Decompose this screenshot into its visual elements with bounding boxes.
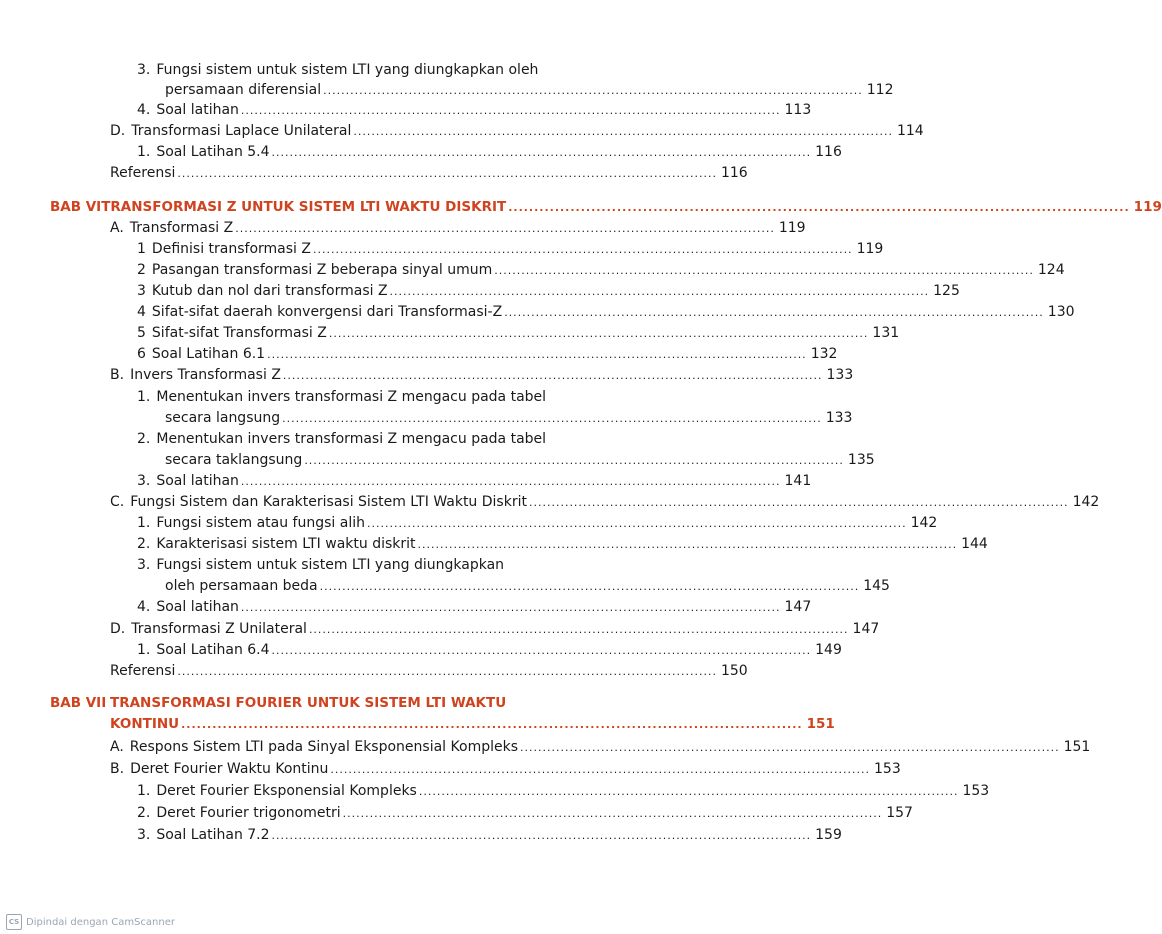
toc-line (165, 450, 875, 470)
toc-page-number: 131 (872, 325, 900, 341)
toc-page-number: 133 (826, 367, 854, 383)
dot-leader: ........................................................................................................................ (177, 665, 717, 678)
toc-number: 1. (137, 642, 151, 658)
toc-line (165, 408, 853, 428)
toc-number: A. (110, 220, 124, 236)
chapter-title: TRANSFORMASI Z UNTUK SISTEM LTI WAKTU DISKRIT (101, 199, 507, 215)
toc-number: 3 (137, 283, 146, 299)
dot-leader: ........................................................................................................................ (342, 807, 883, 820)
dot-leader: ........................................................................................................................ (177, 167, 717, 180)
toc-page-number: 157 (886, 805, 913, 821)
toc-page-number: 132 (810, 346, 838, 362)
toc-text: secara langsung (165, 410, 281, 426)
toc-page-number: 112 (866, 82, 894, 98)
chapter-title: KONTINU (110, 716, 180, 732)
toc-page-number: 119 (1133, 199, 1162, 215)
dot-leader: ........................................................................................................................ (267, 348, 807, 361)
toc-line (110, 121, 924, 141)
toc-line (137, 100, 812, 120)
toc-number: 2. (137, 536, 151, 552)
toc-number: 4. (137, 599, 151, 615)
toc-page-number: 130 (1047, 304, 1075, 320)
toc-text: Soal Latihan 5.4 (156, 144, 270, 160)
toc-text: Karakterisasi sistem LTI waktu diskrit (156, 536, 416, 552)
chapter-label: BAB VII (50, 695, 107, 711)
toc-number: 2 (137, 262, 146, 278)
toc-text: Deret Fourier Waktu Kontinu (130, 761, 329, 777)
toc-line (110, 492, 1100, 512)
dot-leader: ........................................................................................................................ (271, 644, 812, 657)
toc-line (165, 80, 894, 100)
dot-leader: ........................................................................................................................ (389, 285, 930, 298)
toc-number: A. (110, 739, 124, 755)
toc-text: Soal latihan (156, 599, 239, 615)
dot-leader: ........................................................................................................................ (312, 243, 853, 256)
toc-page-number: 153 (962, 783, 990, 799)
dot-leader: ........................................................................................................................ (271, 829, 812, 842)
toc-page-number: 151 (1063, 739, 1091, 755)
toc-page-number: 149 (815, 642, 842, 658)
toc-line (137, 387, 567, 407)
dot-leader: ........................................................................................................................ (417, 538, 958, 551)
toc-number: C. (110, 494, 125, 510)
toc-line (137, 302, 1075, 322)
toc-page-number: 147 (784, 599, 812, 615)
toc-line (110, 737, 1091, 757)
toc-line (137, 640, 842, 660)
toc-text: Fungsi sistem untuk sistem LTI yang diungkapkan (156, 557, 505, 573)
dot-leader: ........................................................................................................................ (319, 580, 860, 593)
dot-leader: ........................................................................................................................ (330, 763, 871, 776)
toc-text: Sifat-sifat daerah konvergensi dari Transformasi-Z (151, 304, 503, 320)
toc-number: 1. (137, 515, 151, 531)
toc-number: 6 (137, 346, 146, 362)
toc-page-number: 116 (720, 165, 748, 181)
toc-line (110, 661, 748, 681)
toc-page-number: 144 (961, 536, 988, 552)
chapter-title: TRANSFORMASI FOURIER UNTUK SISTEM LTI WAKTU (110, 695, 507, 711)
toc-page-number: 113 (784, 102, 812, 118)
chapter-label: BAB VI (50, 199, 102, 215)
toc-text: Invers Transformasi Z (130, 367, 281, 383)
toc-page-number: 142 (1072, 494, 1100, 510)
chapter-heading (50, 197, 1162, 217)
toc-number: 4 (137, 304, 146, 320)
toc-line (110, 619, 880, 639)
toc-page-number: 119 (856, 241, 884, 257)
toc-number: 3. (137, 827, 151, 843)
dot-leader: ........................................................................................................................ (418, 785, 959, 798)
dot-leader: ........................................................................................................................ (528, 496, 1069, 509)
dot-leader: ........................................................................................................................ (271, 146, 812, 159)
toc-text: Respons Sistem LTI pada Sinyal Eksponensial Kompleks (129, 739, 518, 755)
toc-text: secara taklangsung (165, 452, 303, 468)
toc-page-number: 119 (778, 220, 806, 236)
toc-text: Menentukan invers transformasi Z mengacu pada tabel (156, 431, 547, 447)
toc-line (110, 365, 854, 385)
toc-line (137, 513, 938, 533)
toc-line (165, 576, 890, 596)
toc-line (137, 260, 1065, 280)
toc-page-number: 147 (852, 621, 880, 637)
toc-number: 1. (137, 783, 151, 799)
toc-line (110, 218, 806, 238)
dot-leader: ........................................................................................................................ (240, 475, 781, 488)
toc-text: Menentukan invers transformasi Z mengacu pada tabel (156, 389, 547, 405)
toc-line (110, 163, 748, 183)
dot-leader: ........................................................................................................................ (304, 454, 844, 467)
dot-leader: ........................................................................................................................ (323, 84, 863, 97)
toc-line (110, 759, 901, 779)
dot-leader: ........................................................................................................................ (235, 222, 775, 235)
toc-line (137, 781, 990, 801)
toc-page-number: 145 (863, 578, 890, 594)
toc-text: Soal Latihan 6.1 (151, 346, 266, 362)
toc-number: 5 (137, 325, 146, 341)
toc-text: Fungsi sistem atau fungsi alih (156, 515, 365, 531)
toc-number: 3. (137, 62, 151, 78)
toc-number: 2. (137, 805, 151, 821)
toc-page-number: 135 (847, 452, 875, 468)
toc-line (137, 60, 567, 80)
toc-text: Soal Latihan 7.2 (156, 827, 270, 843)
toc-text: Soal latihan (156, 473, 239, 489)
chapter-heading (50, 693, 567, 713)
dot-leader: ........................................................................................................................ (308, 623, 849, 636)
toc-number: D. (110, 123, 126, 139)
toc-page-number: 133 (825, 410, 853, 426)
toc-text: Transformasi Laplace Unilateral (131, 123, 352, 139)
toc-text: oleh persamaan beda (165, 578, 318, 594)
dot-leader: ........................................................................................................................ (240, 104, 781, 117)
toc-page-number: 141 (784, 473, 812, 489)
toc-number: B. (110, 761, 125, 777)
toc-line (137, 344, 838, 364)
scanner-watermark-text: Dipindai dengan CamScanner (26, 916, 175, 928)
toc-line (137, 825, 842, 845)
dot-leader: ........................................................................................................................ (181, 718, 803, 731)
toc-number: 4. (137, 102, 151, 118)
dot-leader: ........................................................................................................................ (366, 517, 907, 530)
toc-text: Soal latihan (156, 102, 239, 118)
toc-line (137, 803, 913, 823)
toc-page-number: 116 (815, 144, 842, 160)
toc-text: persamaan diferensial (165, 82, 322, 98)
toc-page-number: 124 (1037, 262, 1065, 278)
toc-page-number: 150 (720, 663, 748, 679)
toc-text: Transformasi Z (129, 220, 234, 236)
toc-number: 1. (137, 144, 151, 160)
toc-number: D. (110, 621, 126, 637)
dot-leader: ........................................................................................................................ (282, 412, 822, 425)
dot-leader: ........................................................................................................................ (240, 601, 781, 614)
toc-text: Sifat-sifat Transformasi Z (151, 325, 327, 341)
chapter-heading-continued (110, 714, 835, 734)
toc-text: Pasangan transformasi Z beberapa sinyal umum (151, 262, 493, 278)
scanner-footer (6, 914, 175, 930)
toc-line (137, 281, 960, 301)
toc-number: 3. (137, 473, 151, 489)
dot-leader: ........................................................................................................................ (353, 125, 893, 138)
dot-leader: ........................................................................................................................ (282, 369, 823, 382)
toc-page-number: 114 (896, 123, 924, 139)
toc-page-number: 159 (815, 827, 842, 843)
toc-text: Definisi transformasi Z (151, 241, 311, 257)
toc-page-number: 125 (933, 283, 960, 299)
toc-line (137, 239, 884, 259)
toc-line (137, 597, 812, 617)
toc-page-number: 151 (806, 716, 835, 732)
toc-line (137, 555, 567, 575)
toc-text: Referensi (110, 165, 176, 181)
toc-text: Deret Fourier Eksponensial Kompleks (156, 783, 417, 799)
toc-line (137, 142, 842, 162)
toc-line (137, 323, 900, 343)
dot-leader: ........................................................................................................................ (504, 306, 1044, 319)
toc-text: Fungsi sistem untuk sistem LTI yang diungkapkan oleh (156, 62, 539, 78)
toc-text: Deret Fourier trigonometri (156, 805, 341, 821)
toc-text: Kutub dan nol dari transformasi Z (151, 283, 388, 299)
toc-page-number: 153 (874, 761, 901, 777)
camscanner-logo-icon: CS (6, 914, 22, 930)
toc-line (137, 471, 812, 491)
toc-number: 1. (137, 389, 151, 405)
toc-text: Fungsi Sistem dan Karakterisasi Sistem LTI Waktu Diskrit (130, 494, 527, 510)
dot-leader: ........................................................................................................................ (520, 741, 1060, 754)
toc-number: B. (110, 367, 125, 383)
toc-page-number: 142 (910, 515, 938, 531)
toc-line (137, 534, 988, 554)
toc-number: 2. (137, 431, 151, 447)
toc-text: Referensi (110, 663, 176, 679)
toc-number: 1 (137, 241, 146, 257)
toc-number: 3. (137, 557, 151, 573)
dot-leader: ........................................................................................................................ (328, 327, 869, 340)
dot-leader: ........................................................................................................................ (508, 201, 1130, 214)
toc-text: Soal Latihan 6.4 (156, 642, 270, 658)
dot-leader: ........................................................................................................................ (494, 264, 1034, 277)
toc-line (137, 429, 567, 449)
toc-text: Transformasi Z Unilateral (131, 621, 307, 637)
